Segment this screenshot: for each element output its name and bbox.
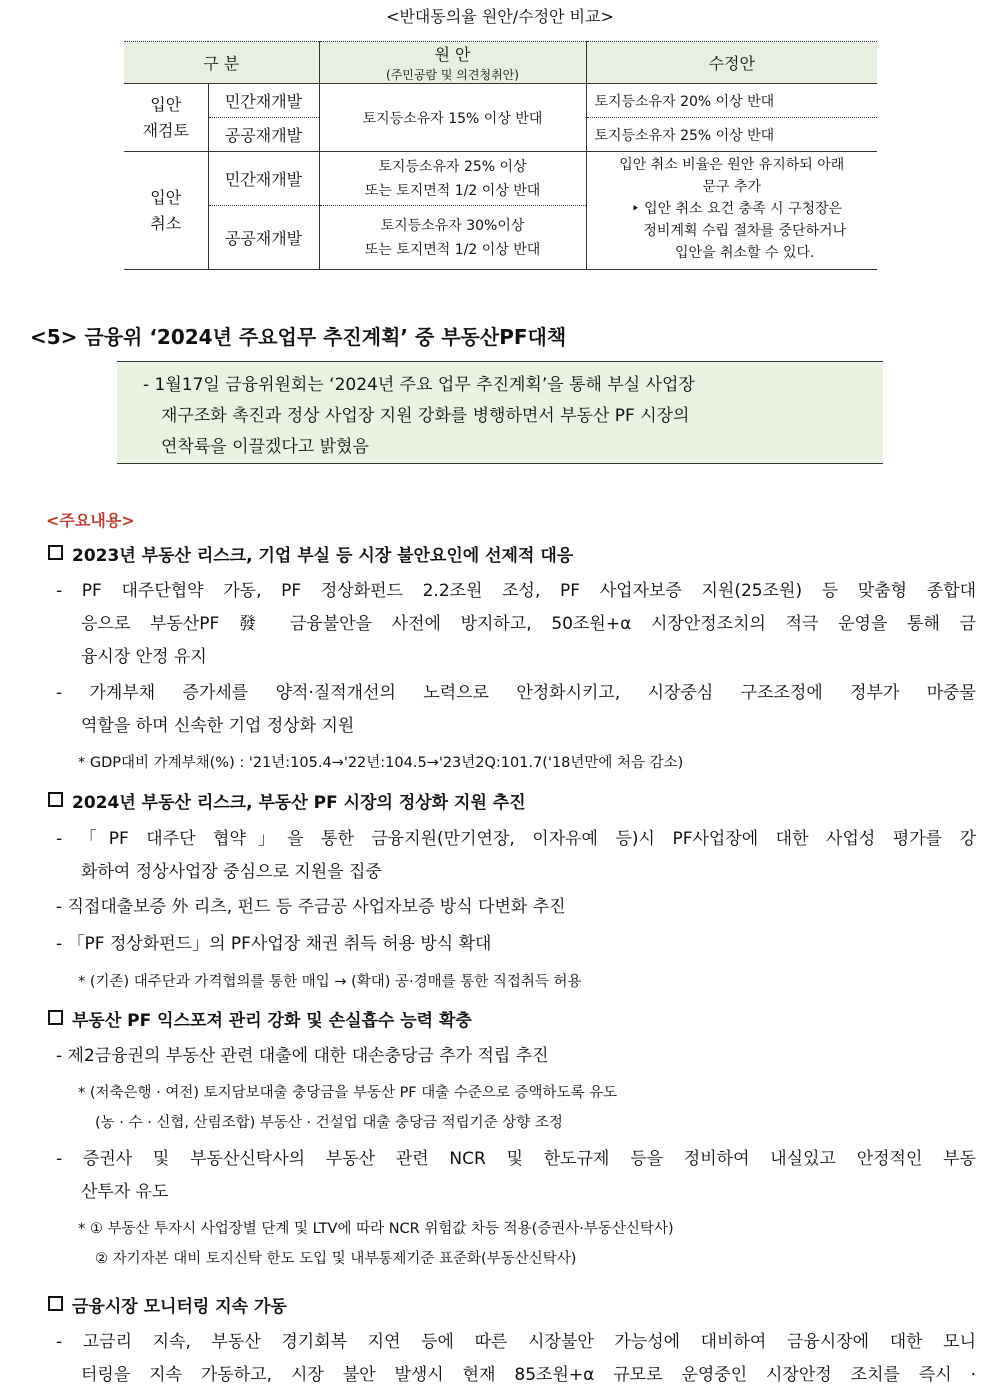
cell-review-public-revised: 토지등소유자 25% 이상 반대	[586, 118, 877, 152]
section-title: <5> 금융위 ‘2024년 주요업무 추진계획’ 중 부동산PF대책	[30, 325, 567, 349]
h1-dash-2: - 가계부채 증가세를 양적·질적개선의 노력으로 안정화시키고, 시장중심 구조조정에 정부가 마중물 역할을 하며 신속한 기업 정상화 지원	[56, 683, 976, 736]
header-original: 원 안 (주민공람 및 의견청취안)	[319, 42, 586, 84]
group-review: 입안 재검토	[124, 84, 208, 152]
h2-dash-2: - 직접대출보증 外 리츠, 펀드 등 주금공 사업자보증 방식 다변화 추진	[56, 897, 566, 917]
checkbox-square-icon	[48, 1010, 63, 1025]
h3-note-1: * (저축은행 · 여전) 토지담보대출 충당금을 부동산 PF 대출 수준으로 증액하도록 유도 (농 · 수 · 신협, 산림조합) 부동산 · 건설업 대출 충당금 적립기준 상향 조정	[78, 1085, 618, 1131]
checkbox-square-icon	[48, 545, 63, 560]
header-category: 구 분	[124, 42, 319, 84]
group-cancel: 입안 취소	[124, 152, 208, 270]
table-caption: <반대동의율 원안/수정안 비교>	[386, 7, 614, 26]
cell-cancel-private-original: 토지등소유자 25% 이상 또는 토지면적 1/2 이상 반대	[319, 152, 586, 206]
checkbox-square-icon	[48, 1296, 63, 1311]
comparison-table	[124, 41, 877, 270]
row-cancel-private: 민간재개발	[208, 152, 319, 206]
row-review-private: 민간재개발	[208, 84, 319, 118]
h1-note: * GDP대비 가계부채(%) : '21년:105.4→'22년:104.5→'23년2Q:101.7('18년만에 처음 감소)	[78, 755, 684, 771]
row-review-public: 공공재개발	[208, 118, 319, 152]
h3-dash-1: - 제2금융권의 부동산 관련 대출에 대한 대손충당금 추가 적립 추진	[56, 1046, 549, 1066]
h2-dash-3: - 「PF 정상화펀드」의 PF사업장 채권 취득 허용 방식 확대	[56, 934, 492, 954]
cell-review-private-revised: 토지등소유자 20% 이상 반대	[586, 84, 877, 118]
heading-4: 금융시장 모니터링 지속 가동	[48, 1292, 287, 1317]
summary-box: - 1월17일 금융위원회는 ‘2024년 주요 업무 추진계획’을 통해 부실 사업장 재구조화 촉진과 정상 사업장 지원 강화를 병행하면서 부동산 PF 시장의 연착륙을 이끌겠다고 밝혔음	[117, 361, 883, 464]
main-content-label: <주요내용>	[46, 511, 135, 530]
h3-dash-2: - 증권사 및 부동산신탁사의 부동산 관련 NCR 및 한도규제 등을 정비하여 내실있고 안정적인 부동 산투자 유도	[56, 1149, 976, 1202]
h1-dash-1: - PF 대주단협약 가동, PF 정상화펀드 2.2조원 조성, PF 사업자보증 지원(25조원) 등 맞춤형 종합대 응으로 부동산PF 發 금융불안을 사전에 방지하고, 50조원+α 시장안정조치의 적극 운영을 통해 금 융시장 안정 유지	[56, 581, 976, 667]
heading-3: 부동산 PF 익스포져 관리 강화 및 손실흡수 능력 확충	[48, 1006, 472, 1031]
heading-2: 2024년 부동산 리스크, 부동산 PF 시장의 정상화 지원 추진	[48, 788, 526, 813]
header-revised: 수정안	[586, 42, 877, 84]
h4-dash-1: - 고금리 지속, 부동산 경기회복 지연 등에 따른 시장불안 가능성에 대비하여 금융시장에 대한 모니 터링을 지속 가동하고, 시장 불안 발생시 현재 85조원+α 규모로 운영중인 시장안정 조치를 즉시 ·	[56, 1332, 976, 1385]
cell-review-original: 토지등소유자 15% 이상 반대	[319, 84, 586, 152]
row-cancel-public: 공공재개발	[208, 206, 319, 270]
h2-dash-1: - 「PF 대주단 협약」을 통한 금융지원(만기연장, 이자유예 등)시 PF사업장에 대한 사업성 평가를 강 화하여 정상사업장 중심으로 지원을 집중	[56, 829, 976, 882]
cell-cancel-revised: 입안 취소 비율은 원안 유지하되 아래 문구 추가 ‣ 입안 취소 요건 충족 시 구청장은 정비계획 수립 절차를 중단하거나 입안을 취소할 수 있다.	[586, 152, 877, 270]
cell-cancel-public-original: 토지등소유자 30%이상 또는 토지면적 1/2 이상 반대	[319, 206, 586, 270]
checkbox-square-icon	[48, 792, 63, 807]
heading-1: 2023년 부동산 리스크, 기업 부실 등 시장 불안요인에 선제적 대응	[48, 541, 573, 566]
h2-note: * (기존) 대주단과 가격협의를 통한 매입 → (확대) 공·경매를 통한 직접취득 허용	[78, 974, 582, 990]
h3-note-2: * ① 부동산 투자시 사업장별 단계 및 LTV에 따라 NCR 위험값 차등 적용(증권사·부동산신탁사) ② 자기자본 대비 토지신탁 한도 도입 및 내부통제기준 표준화(부동산신탁사)	[78, 1221, 674, 1267]
